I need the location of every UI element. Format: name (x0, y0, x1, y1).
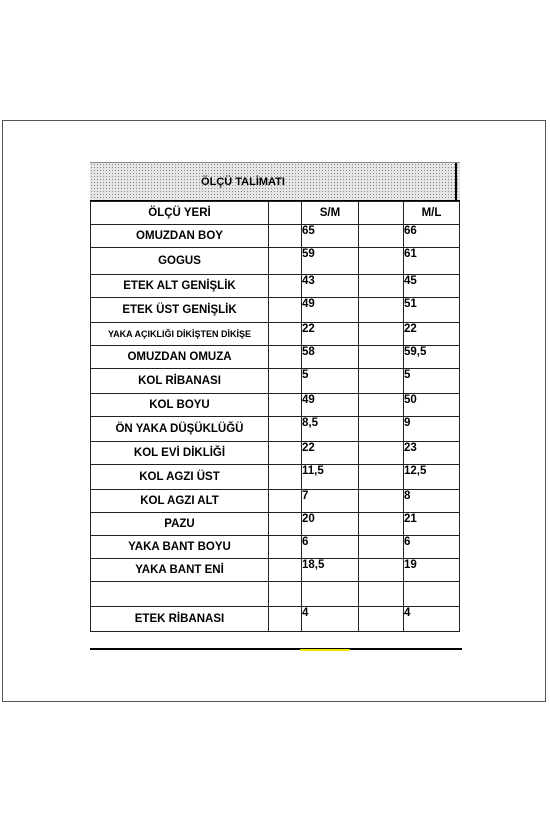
table-row (91, 369, 460, 394)
empty-cell (359, 582, 404, 607)
measure-point-name: OMUZDAN BOY (91, 225, 269, 248)
size-sm-value: 18,5 (302, 559, 359, 582)
empty-cell (359, 417, 404, 442)
title-row (90, 162, 460, 201)
table-row (91, 559, 460, 582)
measure-point-name: KOL EVİ DİKLİĞİ (91, 442, 269, 465)
table-row (91, 323, 460, 346)
size-sm-value: 43 (302, 275, 359, 298)
size-ml-value: 59,5 (404, 346, 460, 369)
size-sm-value: 49 (302, 394, 359, 417)
empty-cell (269, 202, 302, 225)
empty-cell (269, 369, 302, 394)
measure-point-name: KOL RİBANASI (91, 369, 269, 394)
header-size-ml: M/L (404, 202, 460, 225)
header-row (91, 202, 460, 225)
size-sm-value: 6 (302, 536, 359, 559)
size-ml-value: 8 (404, 490, 460, 513)
size-ml-value: 4 (404, 607, 460, 632)
selected-cell-highlight (300, 649, 350, 651)
table-row (91, 513, 460, 536)
size-ml-value: 6 (404, 536, 460, 559)
empty-cell (359, 298, 404, 323)
empty-cell (269, 346, 302, 369)
size-ml-value: 45 (404, 275, 460, 298)
table-row (91, 490, 460, 513)
empty-cell (359, 536, 404, 559)
empty-cell (359, 202, 404, 225)
size-ml-value: 9 (404, 417, 460, 442)
table-row (91, 394, 460, 417)
measure-point-name: YAKA AÇIKLIĞI DİKİŞTEN DİKİŞE (91, 323, 269, 346)
empty-cell (269, 275, 302, 298)
size-sm-value: 5 (302, 369, 359, 394)
empty-cell (269, 248, 302, 275)
measure-point-name: ÖN YAKA DÜŞÜKLÜĞÜ (91, 417, 269, 442)
empty-cell (359, 394, 404, 417)
size-sm-value: 65 (302, 225, 359, 248)
size-ml-value: 22 (404, 323, 460, 346)
size-ml-value: 21 (404, 513, 460, 536)
measure-point-name: ETEK RİBANASI (91, 607, 269, 632)
table-row (91, 225, 460, 248)
empty-cell (269, 323, 302, 346)
table-row (91, 346, 460, 369)
empty-cell (269, 298, 302, 323)
size-ml-value: 51 (404, 298, 460, 323)
table-row (91, 442, 460, 465)
empty-cell (359, 442, 404, 465)
empty-cell (359, 607, 404, 632)
header-measure-point: ÖLÇÜ YERİ (91, 202, 269, 225)
empty-cell (269, 582, 302, 607)
size-sm-value: 58 (302, 346, 359, 369)
size-chart-sheet (90, 162, 462, 652)
size-ml-value: 50 (404, 394, 460, 417)
size-sm-value: 49 (302, 298, 359, 323)
table-row (91, 248, 460, 275)
empty-cell (269, 417, 302, 442)
bottom-border (90, 648, 462, 650)
table-row (91, 275, 460, 298)
measurement-table (90, 201, 460, 632)
empty-cell (269, 225, 302, 248)
size-sm-value: 59 (302, 248, 359, 275)
empty-cell (359, 346, 404, 369)
measure-point-name: PAZU (91, 513, 269, 536)
measure-point-name: OMUZDAN OMUZA (91, 346, 269, 369)
size-sm-value: 4 (302, 607, 359, 632)
size-sm-value: 22 (302, 323, 359, 346)
table-row (91, 536, 460, 559)
size-sm-value (302, 582, 359, 607)
size-ml-value: 19 (404, 559, 460, 582)
empty-cell (359, 490, 404, 513)
empty-cell (269, 536, 302, 559)
chart-title: ÖLÇÜ TALİMATI (201, 176, 285, 188)
empty-cell (359, 513, 404, 536)
empty-cell (269, 442, 302, 465)
table-row (91, 582, 460, 607)
size-sm-value: 22 (302, 442, 359, 465)
size-ml-value: 61 (404, 248, 460, 275)
empty-cell (269, 465, 302, 490)
title-right-border (455, 163, 457, 202)
measure-point-name (91, 582, 269, 607)
size-sm-value: 20 (302, 513, 359, 536)
measure-point-name: ETEK ÜST GENİŞLİK (91, 298, 269, 323)
size-sm-value: 11,5 (302, 465, 359, 490)
measure-point-name: GOGUS (91, 248, 269, 275)
size-ml-value: 66 (404, 225, 460, 248)
size-sm-value: 8,5 (302, 417, 359, 442)
empty-cell (359, 559, 404, 582)
measure-point-name: KOL BOYU (91, 394, 269, 417)
size-ml-value: 12,5 (404, 465, 460, 490)
size-ml-value: 5 (404, 369, 460, 394)
table-row (91, 298, 460, 323)
empty-cell (359, 225, 404, 248)
measure-point-name: YAKA BANT ENİ (91, 559, 269, 582)
empty-cell (269, 559, 302, 582)
empty-cell (269, 607, 302, 632)
empty-cell (269, 513, 302, 536)
size-sm-value: 7 (302, 490, 359, 513)
measure-point-name: ETEK ALT GENİŞLİK (91, 275, 269, 298)
measure-point-name: KOL AGZI ALT (91, 490, 269, 513)
empty-cell (359, 465, 404, 490)
empty-cell (359, 275, 404, 298)
empty-cell (269, 490, 302, 513)
measure-point-name: YAKA BANT BOYU (91, 536, 269, 559)
table-row (91, 465, 460, 490)
empty-cell (269, 394, 302, 417)
table-row (91, 607, 460, 632)
empty-cell (359, 248, 404, 275)
table-row (91, 417, 460, 442)
empty-cell (359, 369, 404, 394)
measure-point-name: KOL AGZI ÜST (91, 465, 269, 490)
empty-cell (359, 323, 404, 346)
size-ml-value: 23 (404, 442, 460, 465)
header-size-sm: S/M (302, 202, 359, 225)
size-ml-value (404, 582, 460, 607)
